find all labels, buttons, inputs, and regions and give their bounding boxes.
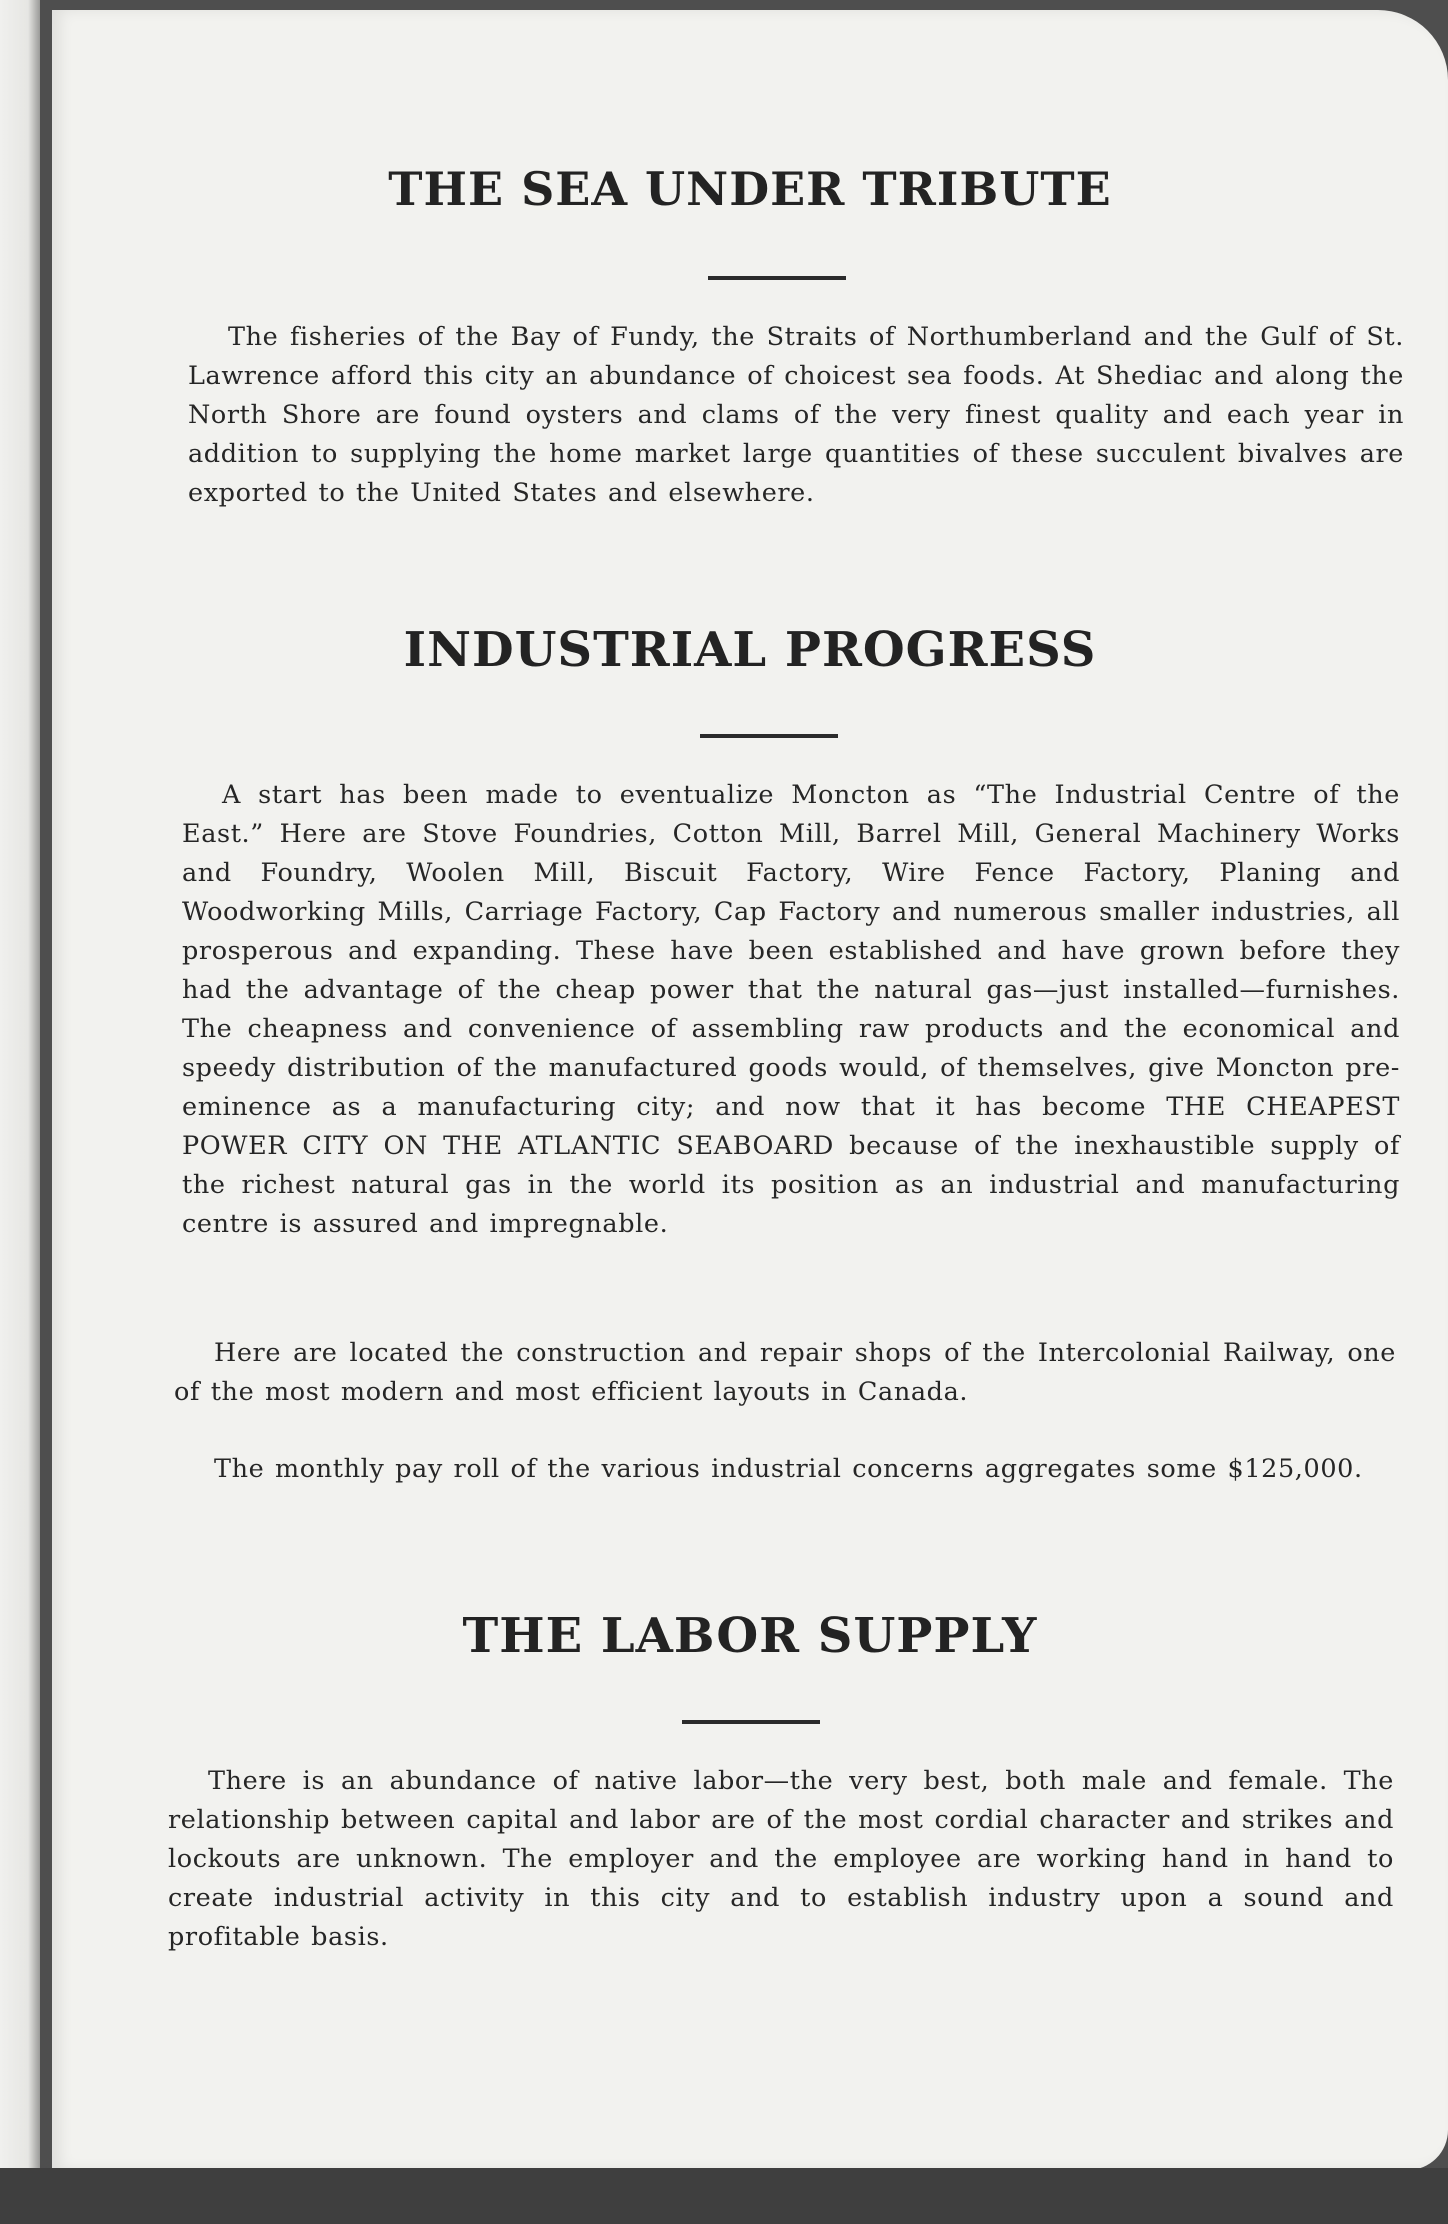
document-page [52,10,1448,2170]
scan-bottom-edge [0,2168,1448,2224]
heading-divider [708,276,846,280]
paragraph-industries: A start has been made to eventualize Moncton as “The Industrial Centre of the East.” Here are Stove Foundries, Cotton Mill, Barrel Mill, General Machinery Works and Foundry, Woolen Mill, Biscuit Factory, Wire Fence Factory, Planing and Woodworking Mills, Carriage Factory, Cap Factory and numerous smaller industries, all prosperous and expanding. These have been established and have grown before they had the advantage of the cheap power that the natural gas—just installed—furnishes. The cheapness and convenience of assembling raw products and the economical and speedy distribution of the manufactured goods would, of themselves, give Moncton pre-eminence as a manufacturing city; and now that it has become THE CHEAPEST POWER CITY ON THE ATLANTIC SEABOARD because of the inexhaustible supply of the richest natural gas in the world its position as an industrial and manufacturing centre is assured and impregnable. [182,780,1400,1239]
section-heading-sea-under-tribute: THE SEA UNDER TRIBUTE [388,162,1112,216]
paragraph-pay-roll: The monthly pay roll of the various industrial concerns aggregates some $125,000. [214,1454,1363,1484]
previous-page-edge [0,0,40,2224]
section-heading-industrial-progress: INDUSTRIAL PROGRESS [403,622,1097,678]
paragraph-railway-shops: Here are located the construction and repair shops of the Intercolonial Railway, one of the most modern and most efficient layouts in Canada. [174,1338,1396,1407]
paragraph-fisheries: The fisheries of the Bay of Fundy, the Straits of Northumberland and the Gulf of St. Lawrence afford this city an abundance of choicest sea foods. At Shediac and along the North Shore are found oysters and clams of the very finest quality and each year in addition to supplying the home market large quantities of these succulent bivalves are exported to the United States and elsewhere. [188,322,1404,508]
section-heading-labor-supply: THE LABOR SUPPLY [462,1608,1038,1664]
heading-divider [700,734,838,738]
paragraph-labor: There is an abundance of native labor—the very best, both male and female. The relationship between capital and labor are of the most cordial character and strikes and lockouts are unknown. The employer and the employee are working hand in hand to create industrial activity in this city and to establish industry upon a sound and profitable basis. [168,1766,1394,1952]
heading-divider [682,1720,820,1724]
